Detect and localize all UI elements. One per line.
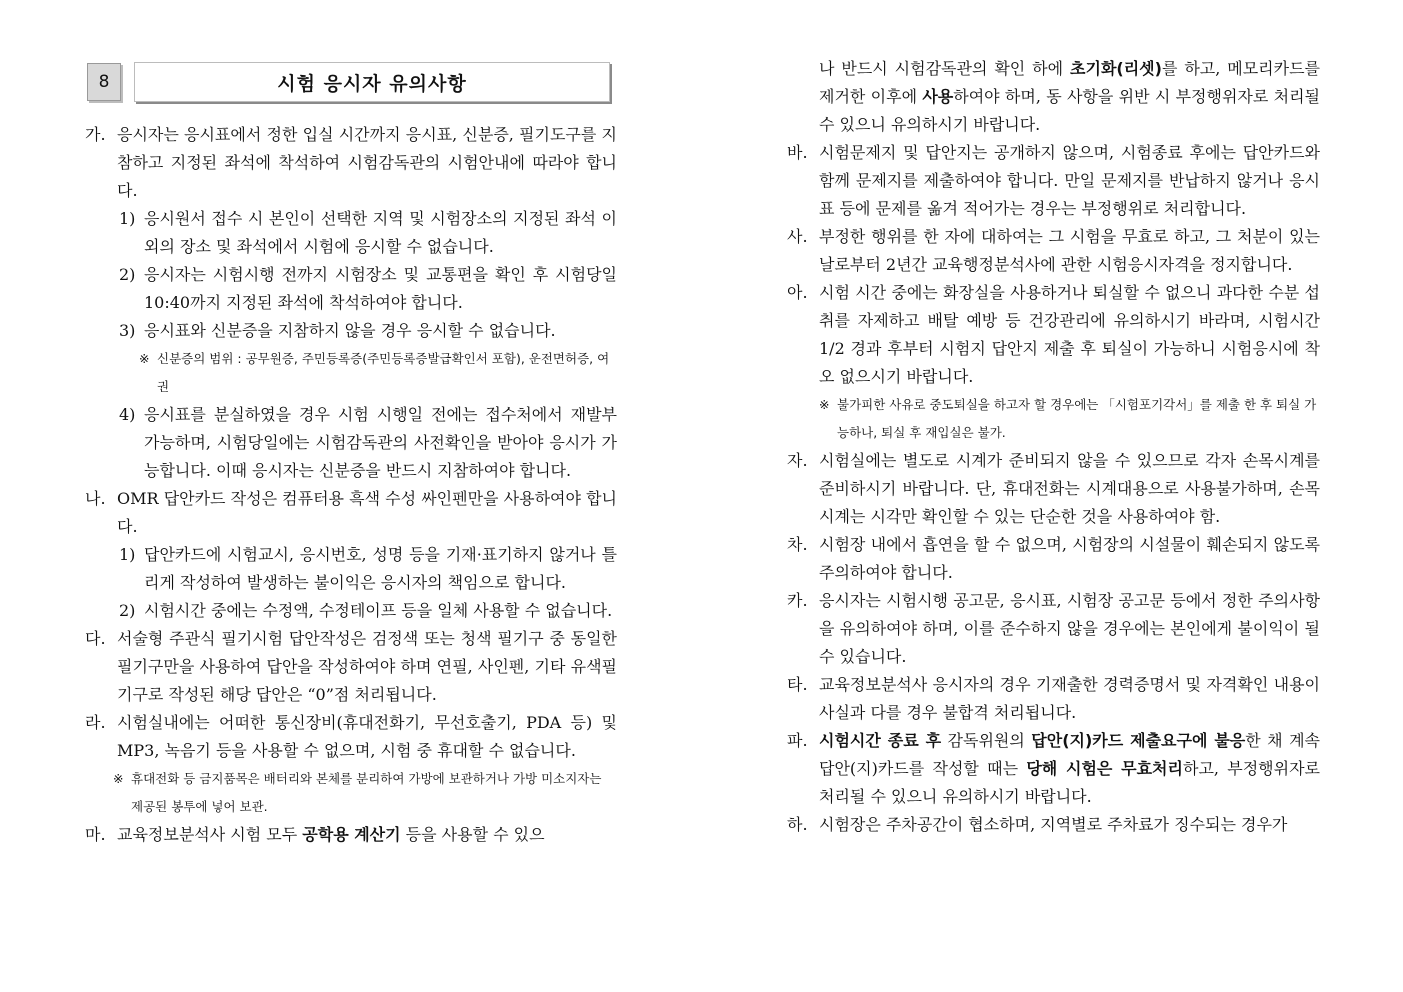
- list-item-cha: [787, 531, 1320, 587]
- sub-marker: 3): [119, 321, 136, 340]
- item-marker: 바.: [787, 143, 808, 162]
- sub-item: [85, 317, 617, 345]
- sub-text: 응시표와 신분증을 지참하지 않을 경우 응시할 수 없습니다.: [144, 321, 556, 340]
- item-marker: 타.: [787, 675, 808, 694]
- list-item-ra: [85, 709, 617, 765]
- note: [85, 765, 617, 821]
- item-text: 시험실에는 별도로 시계가 준비되지 않을 수 있으므로 각자 손목시계를 준비하시기 바랍니다. 단, 휴대전화는 시계대용으로 사용불가하며, 손목시계는 시각만 확인할 수 있는 단순한 것을 사용하여야 함.: [819, 451, 1320, 526]
- item-marker: 카.: [787, 591, 808, 610]
- continued-text: 나 반드시 시험감독관의 확인 하에 초기화(리셋)를 하고, 메모리카드를 제거한 이후에 사용하여야 하며, 동 사항을 위반 시 부정행위자로 처리될 수 있으니 유의하시기 바랍니다.: [819, 59, 1321, 134]
- bold-phrase: 시험시간 종료 후: [819, 731, 942, 750]
- note: [85, 345, 617, 401]
- item-text: 응시자는 응시표에서 정한 입실 시간까지 응시표, 신분증, 필기도구를 지참하고 지정된 좌석에 착석하여 시험감독관의 시험안내에 따라야 합니다.: [117, 125, 617, 200]
- item-text: 응시자는 시험시행 공고문, 응시표, 시험장 공고문 등에서 정한 주의사항을 유의하여야 하며, 이를 준수하지 않을 경우에는 본인에게 불이익이 될 수 있습니다.: [819, 591, 1320, 666]
- item-text: OMR 답안카드 작성은 컴퓨터용 흑색 수성 싸인펜만을 사용하여야 합니다.: [117, 489, 617, 536]
- list-item-ha: [787, 811, 1320, 839]
- note-text: 신분증의 범위 : 공무원증, 주민등록증(주민등록증발급확인서 포함), 운전면허증, 여권: [157, 351, 610, 394]
- list-item-ja: [787, 447, 1320, 531]
- item-text: 서술형 주관식 필기시험 답안작성은 검정색 또는 청색 필기구 중 동일한 필기구만을 사용하여 답안을 작성하여야 하며 연필, 사인펜, 기타 유색필기구로 작성된 해당 답안은 “0”점 처리됩니다.: [117, 629, 617, 704]
- bold-phrase: 공학용 계산기: [302, 825, 401, 844]
- sub-marker: 1): [119, 209, 136, 228]
- list-item-da: [85, 625, 617, 709]
- list-item-pa: [787, 727, 1320, 811]
- list-item-ba: [787, 139, 1320, 223]
- note: [787, 391, 1320, 447]
- note-text: 휴대전화 등 금지품목은 배터리와 본체를 분리하여 가방에 보관하거나 가방 미소지자는 제공된 봉투에 넣어 보관.: [131, 771, 602, 814]
- sub-item: [85, 541, 617, 597]
- bold-phrase: 사용: [922, 87, 954, 106]
- item-marker: 사.: [787, 227, 808, 246]
- list-item-ka: [787, 587, 1320, 671]
- item-marker: 다.: [85, 629, 106, 648]
- sub-marker: 2): [119, 601, 136, 620]
- item-text: 부정한 행위를 한 자에 대하여는 그 시험을 무효로 하고, 그 처분이 있는 날로부터 2년간 교육행정분석사에 관한 시험응시자격을 정지합니다.: [819, 227, 1320, 274]
- page-title: 시험 응시자 유의사항: [134, 62, 610, 102]
- item-marker: 자.: [787, 451, 808, 470]
- item-text: 시험장은 주차공간이 협소하며, 지역별로 주차료가 징수되는 경우가: [819, 815, 1288, 834]
- item-marker: 가.: [85, 125, 106, 144]
- note-marker: ※: [819, 397, 830, 412]
- list-item-a: [787, 279, 1320, 391]
- item-marker: 하.: [787, 815, 808, 834]
- item-marker: 라.: [85, 713, 106, 732]
- list-item-sa: [787, 223, 1320, 279]
- item-text: 시험시간 종료 후 감독위원의 답안(지)카드 제출요구에 불응한 채 계속 답안(지)카드를 작성할 때는 당해 시험은 무효처리하고, 부정행위자로 처리될 수 있으니 유의하시기 바랍니다.: [819, 731, 1320, 806]
- item-text: 시험장 내에서 흡연을 할 수 없으며, 시험장의 시설물이 훼손되지 않도록 주의하여야 합니다.: [819, 535, 1320, 582]
- item-marker: 아.: [787, 283, 808, 302]
- page-number: 8: [87, 63, 121, 101]
- bold-phrase: 답안(지)카드 제출요구에 불응: [1031, 731, 1246, 750]
- item-text: 교육정보분석사 응시자의 경우 기재출한 경력증명서 및 자격확인 내용이 사실과 다를 경우 불합격 처리됩니다.: [819, 675, 1320, 722]
- note-text: 불가피한 사유로 중도퇴실을 하고자 할 경우에는 「시험포기각서」를 제출 한 후 퇴실 가능하나, 퇴실 후 재입실은 불가.: [837, 397, 1317, 440]
- item-text: 시험문제지 및 답안지는 공개하지 않으며, 시험종료 후에는 답안카드와 함께 문제지를 제출하여야 합니다. 만일 문제지를 반납하지 않거나 응시표 등에 문제를 옮겨 적어가는 경우는 부정행위로 처리합니다.: [819, 143, 1320, 218]
- sub-marker: 4): [119, 405, 136, 424]
- sub-item: [85, 401, 617, 485]
- bold-phrase: 초기화(리셋): [1070, 59, 1162, 78]
- item-marker: 마.: [85, 825, 106, 844]
- item-marker: 차.: [787, 535, 808, 554]
- sub-text: 응시자는 시험시행 전까지 시험장소 및 교통편을 확인 후 시험당일 10:40까지 지정된 좌석에 착석하여야 합니다.: [144, 265, 617, 312]
- note-marker: ※: [139, 351, 150, 366]
- list-item-ta: [787, 671, 1320, 727]
- item-text: 시험실내에는 어떠한 통신장비(휴대전화기, 무선호출기, PDA 등) 및 MP3, 녹음기 등을 사용할 수 없으며, 시험 중 휴대할 수 없습니다.: [117, 713, 617, 760]
- sub-text: 답안카드에 시험교시, 응시번호, 성명 등을 기재·표기하지 않거나 틀리게 작성하여 발생하는 불이익은 응시자의 책임으로 합니다.: [144, 545, 617, 592]
- sub-marker: 1): [119, 545, 136, 564]
- sub-item: [85, 205, 617, 261]
- sub-text: 시험시간 중에는 수정액, 수정테이프 등을 일체 사용할 수 없습니다.: [144, 601, 613, 620]
- bold-phrase: 당해 시험은 무효처리: [1026, 759, 1183, 778]
- list-item-ga: [85, 121, 617, 205]
- sub-marker: 2): [119, 265, 136, 284]
- sub-item: [85, 597, 617, 625]
- left-column: [85, 121, 617, 849]
- sub-item: [85, 261, 617, 317]
- sub-text: 응시표를 분실하였을 경우 시험 시행일 전에는 접수처에서 재발부 가능하며, 시험당일에는 시험감독관의 사전확인을 받아야 응시가 가능합니다. 이때 응시자는 신분증을 반드시 지참하여야 합니다.: [144, 405, 617, 480]
- item-marker: 파.: [787, 731, 808, 750]
- sub-text: 응시원서 접수 시 본인이 선택한 지역 및 시험장소의 지정된 좌석 이외의 장소 및 좌석에서 시험에 응시할 수 없습니다.: [144, 209, 617, 256]
- list-item-na: [85, 485, 617, 541]
- right-column: [787, 55, 1320, 839]
- note-marker: ※: [113, 771, 124, 786]
- item-text: 교육정보분석사 시험 모두 공학용 계산기 등을 사용할 수 있으: [117, 825, 545, 844]
- item-text: 시험 시간 중에는 화장실을 사용하거나 퇴실할 수 없으니 과다한 수분 섭취를 자제하고 배탈 예방 등 건강관리에 유의하시기 바라며, 시험시간 1/2 경과 후부터 시험지 답안지 제출 후 퇴실이 가능하니 시험응시에 착오 없으시기 바랍니다.: [819, 283, 1320, 386]
- item-marker: 나.: [85, 489, 106, 508]
- list-item-ma: [85, 821, 617, 849]
